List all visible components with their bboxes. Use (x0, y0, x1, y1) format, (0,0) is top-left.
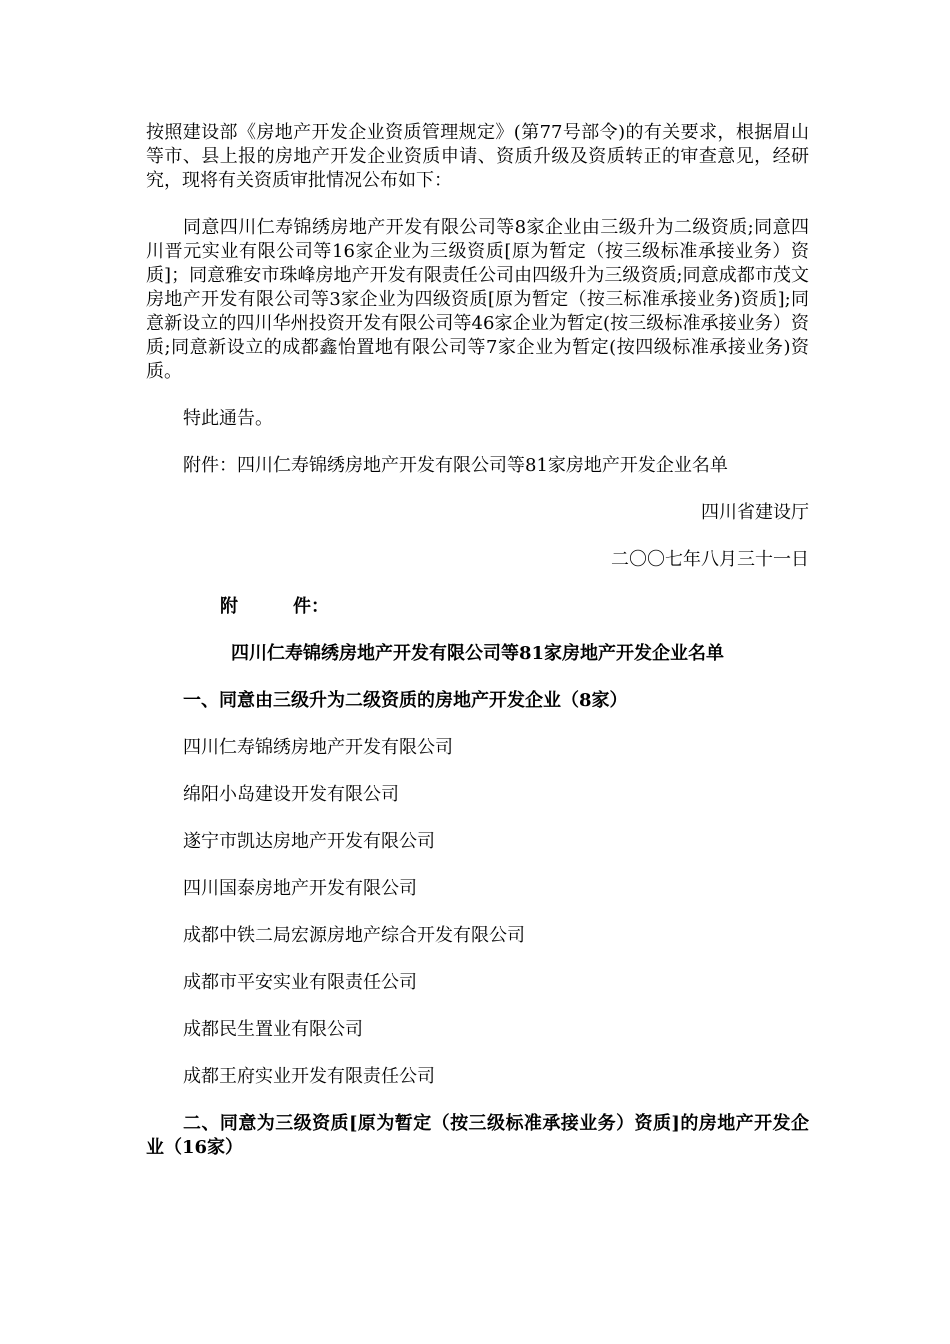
annex-label-b: 件： (293, 596, 329, 617)
annex-label (146, 595, 809, 619)
section-1-list (146, 736, 809, 1089)
list-item: 遂宁市凯达房地产开发有限公司 (183, 831, 435, 852)
document-page (146, 121, 809, 1160)
notice-line: 特此通告。 (183, 408, 273, 429)
list-item: 四川国泰房地产开发有限公司 (183, 878, 417, 899)
annex-label-a: 附 (220, 596, 238, 617)
list-item: 成都王府实业开发有限责任公司 (183, 1066, 435, 1087)
attachment-note: 附件：四川仁寿锦绣房地产开发有限公司等81家房地产开发企业名单 (183, 455, 728, 476)
annex-title: 四川仁寿锦绣房地产开发有限公司等81家房地产开发企业名单 (230, 643, 725, 664)
list-item: 成都民生置业有限公司 (183, 1019, 363, 1040)
approval-paragraph: 同意四川仁寿锦绣房地产开发有限公司等8家企业由三级升为二级资质;同意四川晋元实业有限公司等16家企业为三级资质[原为暂定（按三级标准承接业务）资质]；同意雅安市珠峰房地产开发有限责任公司由四级升为三级资质;同意成都市茂文房地产开发有限公司等3家企业为四级资质[原为暂定（按三标准承接业务)资质];同意新设立的四川华州投资开发有限公司等46家企业为暂定(按三级标准承接业务）资质;同意新设立的成都鑫怡置地有限公司等7家企业为暂定(按四级标准承接业务)资质。 (146, 217, 809, 382)
list-item: 成都中铁二局宏源房地产综合开发有限公司 (183, 925, 525, 946)
list-item: 绵阳小岛建设开发有限公司 (183, 784, 399, 805)
section-1-title: 一、同意由三级升为二级资质的房地产开发企业（8家） (183, 690, 628, 711)
issue-date: 二〇〇七年八月三十一日 (611, 549, 809, 570)
section-2-title: 二、同意为三级资质[原为暂定（按三级标准承接业务）资质]的房地产开发企业（16家） (146, 1113, 809, 1158)
list-item: 成都市平安实业有限责任公司 (183, 972, 417, 993)
intro-paragraph: 按照建设部《房地产开发企业资质管理规定》(第77号部令)的有关要求，根据眉山等市、县上报的房地产开发企业资质申请、资质升级及资质转正的审查意见，经研究，现将有关资质审批情况公布如下： (146, 122, 809, 191)
list-item: 四川仁寿锦绣房地产开发有限公司 (183, 737, 453, 758)
issuer-name: 四川省建设厅 (701, 502, 809, 523)
